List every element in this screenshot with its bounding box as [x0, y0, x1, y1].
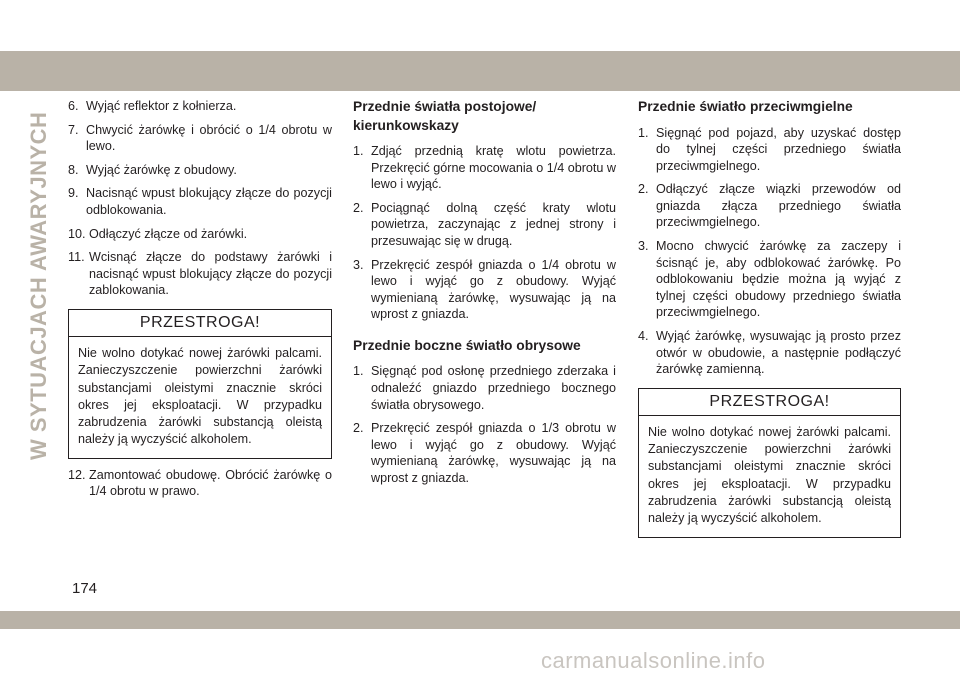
- step-text: Pociągnąć dolną część kraty wlotu powietrza, zaczynając z jednej strony i przesuwając się w drugą.: [371, 200, 616, 248]
- step-text: Wyjąć żarówkę, wysuwając ją prosto przez otwór w obudowie, a następnie podłączyć żarówkę zamienną.: [656, 329, 901, 377]
- step-number: 1.: [353, 364, 364, 379]
- step-text: Wyjąć żarówkę z obudowy.: [86, 162, 237, 177]
- step-number: 1.: [638, 125, 649, 140]
- step-item: [638, 238, 901, 321]
- steps-list-a: [68, 98, 332, 299]
- step-number: 9.: [68, 186, 79, 201]
- step-number: 3.: [353, 257, 364, 272]
- step-item: [353, 420, 616, 486]
- step-text: Odłączyć złącze od żarówki.: [89, 226, 248, 241]
- step-item: [68, 122, 332, 155]
- warning-text: Nie wolno dotykać nowej żarówki palcami. Zanieczyszczenie powierzchni żarówki substancjami oleistymi znacznie skróci okres jej eksploatacji. W przypadku zabrudzenia żarówki substancją oleistą należy ją wyczyścić alkoholem.: [648, 424, 891, 526]
- step-item: [353, 363, 616, 413]
- step-item: [68, 249, 332, 299]
- warning-box: [638, 388, 901, 538]
- warning-title: PRZESTROGA!: [639, 389, 900, 416]
- column-3: [638, 98, 901, 546]
- steps-list: [638, 125, 901, 378]
- watermark-text[interactable]: carmanualsonline.info: [541, 648, 766, 673]
- step-number: 8.: [68, 162, 79, 177]
- step-text: Wyjąć reflektor z kołnierza.: [86, 99, 237, 113]
- step-number: 11.: [68, 250, 85, 265]
- step-text: Przekręcić zespół gniazda o 1/3 obrotu w lewo i wyjąć go z obudowy. Wyjąć wymienianą żarówkę, wysuwając ją na wprost z gniazda.: [371, 421, 616, 485]
- steps-list-b: [68, 467, 332, 500]
- step-text: Chwycić żarówkę i obrócić o 1/4 obrotu w lewo.: [86, 122, 332, 154]
- section-heading: Przednie światła postojowe/ kierunkowskazy: [353, 99, 537, 133]
- step-text: Zdjąć przednią kratę wlotu powietrza. Przekręcić górne mocowania o 1/4 obrotu w lewo i wyjąć.: [371, 144, 617, 192]
- step-number: 10.: [68, 226, 86, 241]
- step-number: 7.: [68, 122, 79, 137]
- step-number: 6.: [68, 99, 79, 113]
- warning-text: Nie wolno dotykać nowej żarówki palcami. Zanieczyszczenie powierzchni żarówki substancjami oleistymi znacznie skróci okres jej eksploatacji. W przypadku zabrudzenia żarówki substancją oleistą należy ją wyczyścić alkoholem.: [78, 345, 322, 447]
- column-2: [353, 98, 616, 494]
- step-text: Wcisnąć złącze do podstawy żarówki i nacisnąć wpust blokujący złącze do pozycji zablokowania.: [89, 250, 332, 298]
- step-item: [68, 226, 332, 243]
- step-number: 12.: [68, 467, 86, 482]
- footer-band: [0, 611, 960, 629]
- side-section-title: W SYTUACJACH AWARYJNYCH: [26, 111, 51, 460]
- step-text: Sięgnąć pod pojazd, aby uzyskać dostęp do tylnej części przedniego światła przeciwmgielnego.: [656, 125, 901, 173]
- section-heading: Przednie boczne światło obrysowe: [353, 337, 581, 353]
- step-number: 2.: [353, 200, 364, 215]
- step-text: Przekręcić zespół gniazda o 1/4 obrotu w lewo i wyjąć go z obudowy. Wyjąć wymienianą żarówkę, wysuwając ją na wprost z gniazda.: [371, 257, 616, 322]
- step-number: 2.: [353, 421, 364, 436]
- step-item: [68, 98, 332, 115]
- step-item: [353, 200, 616, 250]
- step-item: [353, 143, 616, 193]
- step-number: 4.: [638, 329, 649, 344]
- page-number: 174: [72, 580, 98, 597]
- header-band: [0, 51, 960, 91]
- step-item: [638, 328, 901, 378]
- step-item: [638, 181, 901, 231]
- step-item: [68, 467, 332, 500]
- step-text: Odłączyć złącze wiązki przewodów od gniazda złącza przedniego światła przeciwmgielnego.: [656, 182, 901, 230]
- step-item: [353, 257, 616, 323]
- step-item: [68, 162, 332, 179]
- warning-title: PRZESTROGA!: [69, 310, 331, 337]
- step-item: [638, 125, 901, 175]
- step-text: Mocno chwycić żarówkę za zaczepy i ścisnąć je, aby odblokować żarówkę. Po odblokowaniu będzie można ją wyjąć z tylnej części obudowy przedniego światła przeciwmgielnego.: [656, 239, 901, 320]
- section-heading: Przednie światło przeciwmgielne: [638, 99, 853, 114]
- step-text: Zamontować obudowę. Obrócić żarówkę o 1/4 obrotu w prawo.: [89, 467, 332, 499]
- column-1: [68, 98, 332, 507]
- step-text: Sięgnąć pod osłonę przedniego zderzaka i odnaleźć gniazdo przedniego bocznego światła obrysowego.: [371, 364, 616, 412]
- step-item: [68, 185, 332, 218]
- step-number: 1.: [353, 144, 364, 158]
- warning-box: [68, 309, 332, 459]
- step-number: 2.: [638, 182, 649, 197]
- steps-list: [353, 143, 616, 323]
- step-number: 3.: [638, 239, 649, 254]
- steps-list: [353, 363, 616, 486]
- step-text: Nacisnąć wpust blokujący złącze do pozycji odblokowania.: [86, 186, 332, 217]
